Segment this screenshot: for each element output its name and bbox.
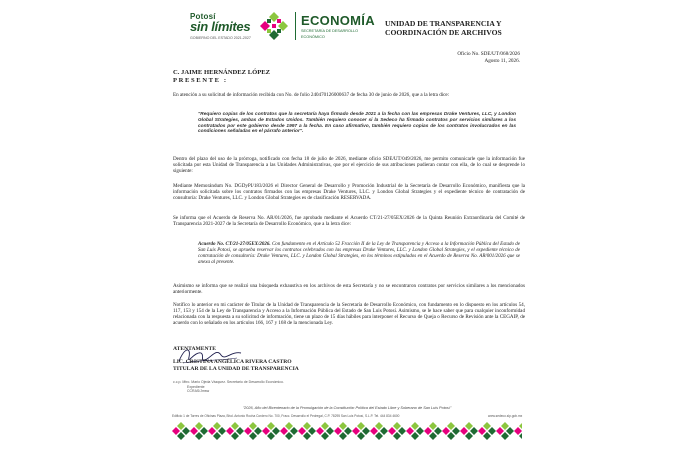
addressee-name: C. JAIME HERNÁNDEZ LÓPEZ (173, 69, 271, 76)
accord-block (198, 242, 520, 266)
unit-heading (385, 19, 502, 37)
reference-block (457, 51, 520, 64)
signer-name: LIC. CRISTINA ANGÉLICA RIVERA CASTRO (173, 358, 292, 365)
logo-sin-limites-text: sin límites (190, 19, 251, 34)
oficio-number: Oficio No. SDE/UT/068/2026 (457, 51, 520, 57)
logo-potosi-text: Potosí (190, 12, 216, 21)
footer-cross-pattern-icon (172, 422, 522, 440)
unit-heading-line-2: COORDINACIÓN DE ARCHIVOS (385, 28, 502, 37)
secretaria-line-2: ECONÓMICO (301, 34, 325, 39)
footer-slogan: "2026, Año del Bicentenario de la Promulgación de la Constitución Política del Estado Libre y Soberano de San Luis Potosí" (242, 406, 452, 410)
economia-title: ECONOMÍA (301, 13, 375, 28)
request-quote: "Requiero copias de los contratos que la secretaría haya firmado desde 2021 a la fecha con las empresas Drake Ventures, LLC, y London Global Strategies, ambas de Estados Unidos. También requiero conocer si la Sedeco ha firmado contratos por servicios similares a los contratados por este gobierno desde 1997 a la fecha. En caso afirmativo, también requiero copias de los contratos involucrados en las condiciones señaladas en el párrafo anterior". (198, 112, 516, 135)
cc-line-1: c.c.p. Mtro. Mario Ojeda Vázquez. Secretario de Desarrollo Económico. (173, 380, 284, 384)
cc-line-3: CCRAS/Jmsw (187, 389, 210, 394)
cc-block (173, 380, 284, 394)
paragraph-6: Notifico lo anterior en mi carácter de Titular de la Unidad de Transparencia de la Secretaría de Desarrollo Económico, con fundamento en lo dispuesto en los artículos 54, 117, 153 y 154 de la Ley de Transparencia y Acceso a la Información Pública del Estado de San Luis Potosí. Asimismo, se le hace saber que para cualquier inconformidad relacionada con la respuesta a su solicitud de información, tiene un plazo de 15 días hábiles para interponer el Recurso de Queja o Recurso de Revisión ante la CEGAIP, de acuerdo con lo señalado en los artículos 166, 167 y 168 de la mencionada Ley. (173, 302, 525, 327)
logo-gobierno-text: GOBIERNO DEL ESTADO 2021-2027 (190, 36, 251, 40)
unit-heading-line-1: UNIDAD DE TRANSPARENCIA Y (385, 19, 502, 28)
signer-title: TITULAR DE LA UNIDAD DE TRANSPARENCIA (173, 365, 299, 372)
cc-line-2: Expediente (187, 384, 205, 389)
signature-block (173, 346, 299, 372)
oficio-date: Agosto 11, 2026. (484, 57, 520, 64)
addressee-presente: PRESENTE : (173, 77, 228, 84)
paragraph-3: Mediante Memorándum No. DGDyPI/183/2026 el Director General de Desarrollo y Promoción Industrial de la Secretaría de Desarrollo Económico, manifiesta que la información solicitada sobre los contratos firmados con las empresas Drake Ventures, LLC. y London Global Strategies y el expediente técnico de contratación de consultoría: Drake Ventures, LLC. y London Global Strategies es de clasificación RESERVADA. (173, 183, 525, 202)
paragraph-1: En atención a su solicitud de información recibida con No. de folio 240470126000637 de fecha 30 de junio de 2026, que a la letra dice: (173, 92, 450, 98)
header-divider (295, 12, 296, 40)
atentamente-label: ATENTAMENTE (173, 346, 216, 352)
accord-label: Acuerdo No. CT/21-27/05EX/2026. (198, 242, 271, 247)
cross-pattern-logo-icon (259, 11, 289, 41)
secretaria-line-1: SECRETARÍA DE DESARROLLO (301, 29, 359, 33)
footer-website: www.sedeco.slp.gob.mx (488, 414, 523, 418)
paragraph-4: Se informa que el Acuerdo de Reserva No. AR/01/2026, fue aprobado mediante el Acuerdo CT/21-27/05EX/2026 de la Quinta Reunión Extraordinaria del Comité de Transparencia 2021-2027 de la Secretaría de Desarrollo Económico, que a la letra dice: (173, 215, 525, 228)
footer-address: Edificio 1 de Torres de Oficinas Plaza, Blvd. Antonio Rocha Cordero No. 700, Fracc. Desarrollo el Pedregal, C.P. 78295 San Luis Potosí, S.L.P. Tel. 444 834 4600 (172, 414, 400, 418)
accord-text: Con fundamento en el Artículo 52 Fracción II de la Ley de Transparencia y Acceso a la Información Pública del Estado de San Luis Potosí, se aprueba reservar los contratos celebrados con las empresas Drake Ventures, LLC. y London Global Strategies, y el expediente técnico de contratación de consultoría: Drake Ventures, LLC. y London Global Strategies, en los términos estipulados en el Acuerdo de Reserva No. AR/001/2026 que se anexa al presente. (198, 242, 521, 265)
economia-logo (301, 13, 375, 39)
paragraph-2: Dentro del plazo del uso de la prórroga, notificado con fecha 18 de julio de 2026, mediante oficio SDE/UT/049/2026, me permito comunicarle que la información fue solicitada por esta Unidad de Transparencia a las Unidades Administrativas, que por el ejercicio de sus atribuciones pudieran contar con ella, de lo cual se desprende lo siguiente: (173, 156, 525, 175)
addressee-block (173, 69, 270, 85)
paragraph-5: Asimismo se informa que se realizó una búsqueda exhaustiva en los archivos de esta Secretaría y no se encontraron contratos por servicios similares a los mencionados anteriormente. (173, 283, 525, 296)
